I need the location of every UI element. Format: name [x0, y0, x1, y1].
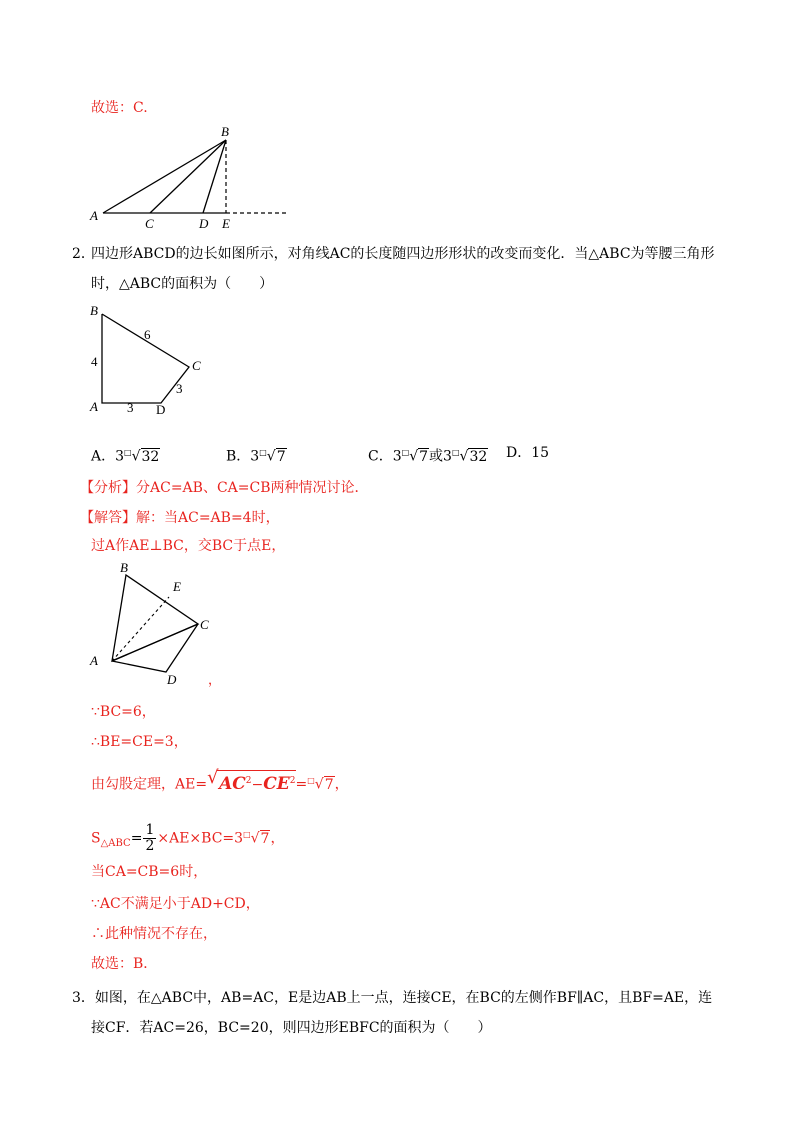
option-b-radical: □√7: [259, 448, 286, 465]
option-a-radical: □√32: [124, 448, 160, 465]
step-4-eq: =: [295, 776, 308, 793]
figure-3: [88, 558, 228, 693]
q2-number: 2．: [72, 246, 95, 262]
step-4-pre: 由勾股定理，AE=: [91, 776, 208, 793]
step-7: ∵AC不满足小于AD+CD，: [91, 896, 260, 912]
option-b[interactable]: [226, 443, 287, 467]
fig2-label-a: A: [90, 399, 98, 414]
fig3-comma: ，: [208, 672, 222, 687]
fig3-label-b: B: [120, 560, 128, 575]
step-4-root-7: □√7: [307, 776, 334, 793]
step-9: 故选：B．: [91, 956, 158, 972]
step-8: ∴此种情况不存在，: [91, 926, 217, 942]
fig1-label-d: D: [199, 216, 209, 231]
fig2-label-d: D: [156, 402, 166, 417]
fig1-label-a: A: [90, 208, 98, 223]
option-b-label: B．3: [226, 448, 260, 465]
fig3-label-e: E: [173, 579, 181, 594]
option-a[interactable]: [91, 443, 160, 467]
fig3-label-c: C: [200, 617, 209, 632]
figure-2: [88, 300, 218, 420]
step-4: 由勾股定理，AE= √ $AC^2-CE^2=^□√7$，: [91, 768, 349, 794]
fig2-label-c: C: [192, 358, 201, 373]
answer-intro: 【解答】解：当AC=AB=4时，: [80, 510, 280, 526]
q3-line2: 接CF．若AC=26，BC=20，则四边形EBFC的面积为（ ）: [91, 1020, 492, 1036]
fig2-label-b: B: [90, 303, 98, 318]
fig2-side-cd: 3: [176, 381, 183, 396]
fig1-label-b: B: [221, 124, 229, 139]
option-a-label: A．3: [91, 448, 125, 465]
step-3: ∴BE=CE=3，: [91, 734, 188, 750]
fraction-one-half: $\frac{1}{2}$: [145, 822, 155, 855]
analysis-text: 【分析】分AC=AB、CA=CB两种情况讨论．: [80, 480, 369, 496]
step-5-root-7: □√7: [243, 830, 270, 847]
step-2: ∵BC=6，: [91, 704, 156, 720]
option-c-or: 或3: [429, 448, 452, 465]
fig2-side-ad: 3: [127, 400, 134, 415]
q2-line1: 四边形ABCD的边长如图所示，对角线AC的长度随四边形形状的改变而变化．当△ABC为等腰三角形: [91, 246, 715, 262]
q1-answer: 故选：C.: [91, 100, 148, 116]
option-c-radical-1: □√7: [401, 448, 429, 465]
fig2-side-ab: 4: [91, 354, 98, 369]
option-c-radical-2: □√32: [451, 448, 488, 465]
option-c[interactable]: [368, 443, 488, 467]
option-d[interactable]: D．15: [506, 445, 550, 461]
fig2-side-bc: 6: [144, 327, 151, 342]
step-5: $S_{\triangle ABC}=$ $\frac{1}{2}$ ×AE×BC=3□√7，: [91, 818, 284, 852]
step-1: 过A作AE⊥BC，交BC于点E，: [91, 538, 286, 554]
q3-line1: 3．如图，在△ABC中，AB=AC，E是边AB上一点，连接CE，在BC的左侧作BF∥AC，且BF=AE，连: [72, 990, 713, 1006]
option-c-label: C．3: [368, 448, 402, 465]
fig3-label-d: D: [167, 672, 177, 687]
step-6: 当CA=CB=6时，: [91, 864, 208, 880]
fig1-label-e: E: [222, 216, 230, 231]
q2-line2: 时，△ABC的面积为（ ）: [91, 276, 274, 292]
fig1-label-c: C: [145, 216, 154, 231]
figure-1: [88, 122, 298, 232]
step-4-radical: √ $AC^2-CE^2$: [217, 770, 295, 800]
fig3-label-a: A: [90, 653, 98, 668]
